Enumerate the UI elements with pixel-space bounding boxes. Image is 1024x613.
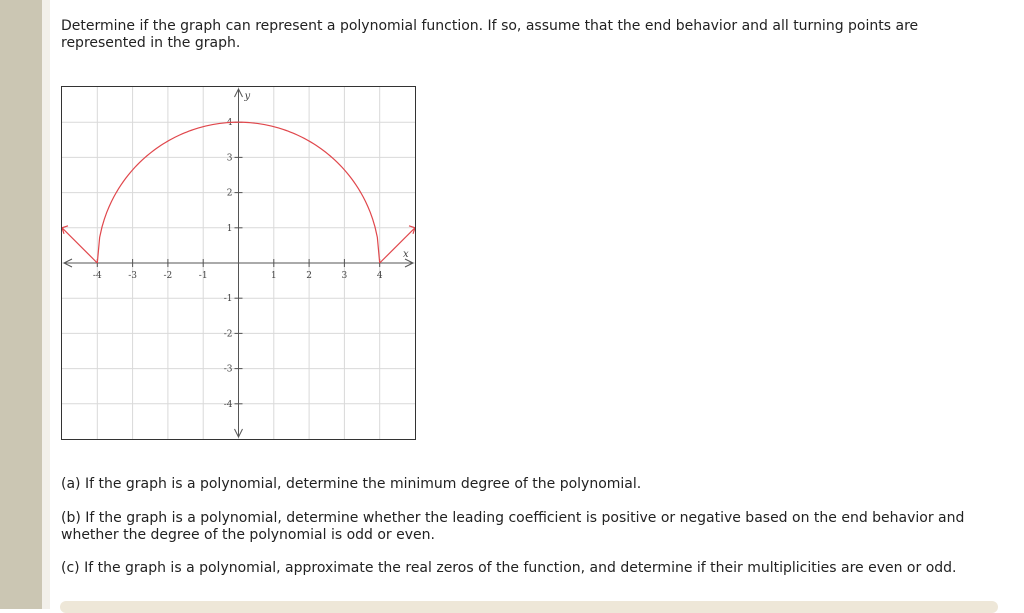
question-text: Determine if the graph can represent a polynomial function. If so, assume that the end behavior and all turning points are represented in the graph. — [61, 18, 919, 51]
graph-panel — [61, 86, 416, 440]
x-tick-label: 1 — [270, 271, 277, 281]
x-tick-label: -3 — [128, 271, 137, 281]
y-tick-label: 4 — [226, 118, 233, 129]
part-a-text: (a) If the graph is a polynomial, determine the minimum degree of the polynomial. — [61, 476, 642, 492]
x-tick-label: -1 — [198, 271, 208, 281]
curve-left-branch — [62, 228, 97, 263]
curve-right-branch — [380, 228, 415, 263]
x-tick-label: 2 — [306, 271, 312, 281]
y-tick-label: 3 — [226, 153, 233, 164]
left-sidebar-strip — [0, 0, 42, 609]
left-sidebar-edge — [42, 0, 50, 609]
answer-area-bar — [60, 601, 998, 613]
part-c-text: (c) If the graph is a polynomial, approximate the real zeros of the function, and determine if their multiplicities are even or odd. — [61, 560, 957, 576]
y-tick-label: -4 — [223, 399, 233, 410]
axis-ticks — [93, 118, 383, 410]
y-tick-label: 2 — [226, 188, 233, 199]
x-tick-label: -2 — [163, 271, 173, 281]
polynomial-graph — [62, 87, 415, 439]
question-container — [61, 18, 1001, 52]
y-tick-label: -3 — [223, 364, 233, 375]
y-tick-label: -2 — [223, 329, 233, 340]
y-tick-label: -1 — [223, 294, 233, 305]
part-b-text: (b) If the graph is a polynomial, determine whether the leading coefficient is positive or negative based on the end behavior and whether the degree of the polynomial is odd or even. — [61, 510, 965, 543]
axes — [64, 89, 413, 437]
y-axis-letter: y — [244, 91, 251, 102]
y-tick-label: 1 — [226, 223, 233, 234]
x-axis-letter: x — [403, 249, 409, 260]
x-tick-label: 3 — [341, 271, 348, 281]
x-tick-label: -4 — [92, 271, 102, 281]
x-tick-label: 4 — [376, 271, 383, 281]
